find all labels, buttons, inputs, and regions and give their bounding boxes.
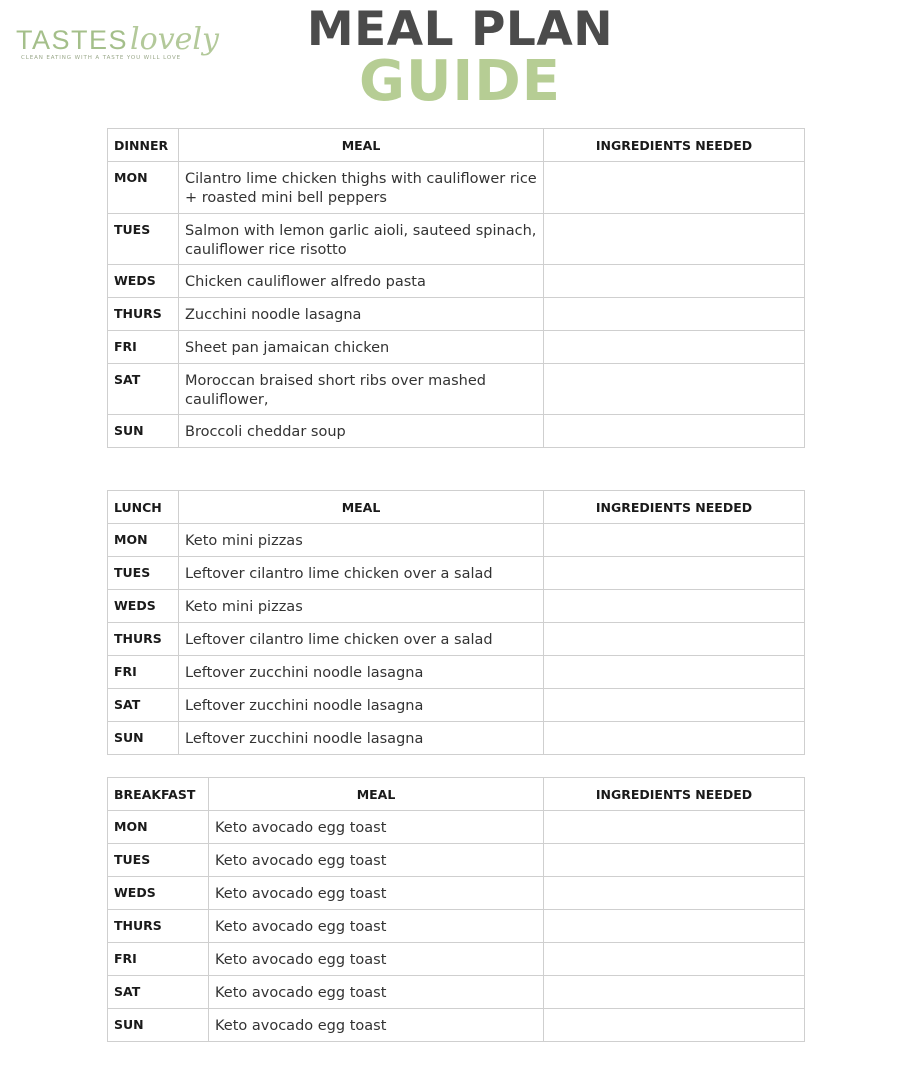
day-cell: WEDS — [108, 265, 179, 298]
column-header-meal-type: BREAKFAST — [108, 778, 209, 811]
table-row — [108, 162, 805, 214]
meal-cell: Keto avocado egg toast — [209, 844, 544, 877]
dinner-table — [107, 128, 805, 448]
lunch-table — [107, 490, 805, 755]
ingredients-cell[interactable] — [544, 943, 805, 976]
page-title-line1: MEAL PLAN — [306, 2, 614, 57]
meal-cell: Leftover cilantro lime chicken over a salad — [179, 623, 544, 656]
meal-cell: Keto mini pizzas — [179, 524, 544, 557]
ingredients-cell[interactable] — [544, 844, 805, 877]
day-cell: SUN — [108, 722, 179, 755]
table-header-row — [108, 129, 805, 162]
meal-cell: Keto avocado egg toast — [209, 976, 544, 1009]
meal-cell: Keto avocado egg toast — [209, 910, 544, 943]
day-cell: TUES — [108, 557, 179, 590]
meal-cell: Keto avocado egg toast — [209, 877, 544, 910]
meal-cell: Leftover zucchini noodle lasagna — [179, 722, 544, 755]
day-cell: FRI — [108, 331, 179, 364]
meal-cell: Leftover cilantro lime chicken over a salad — [179, 557, 544, 590]
day-cell: SUN — [108, 1009, 209, 1042]
column-header-ingredients: INGREDIENTS NEEDED — [544, 129, 805, 162]
meal-cell: Leftover zucchini noodle lasagna — [179, 689, 544, 722]
ingredients-cell[interactable] — [544, 298, 805, 331]
meal-cell: Sheet pan jamaican chicken — [179, 331, 544, 364]
meal-cell: Chicken cauliflower alfredo pasta — [179, 265, 544, 298]
ingredients-cell[interactable] — [544, 524, 805, 557]
table-row — [108, 265, 805, 298]
column-header-meal: MEAL — [179, 129, 544, 162]
table-row — [108, 557, 805, 590]
day-cell: THURS — [108, 298, 179, 331]
ingredients-cell[interactable] — [544, 722, 805, 755]
day-cell: FRI — [108, 943, 209, 976]
day-cell: TUES — [108, 844, 209, 877]
page-title-line2: GUIDE — [358, 49, 561, 114]
ingredients-cell[interactable] — [544, 162, 805, 214]
table-header-row — [108, 778, 805, 811]
ingredients-cell[interactable] — [544, 214, 805, 265]
ingredients-cell[interactable] — [544, 1009, 805, 1042]
meal-cell: Zucchini noodle lasagna — [179, 298, 544, 331]
table-row — [108, 364, 805, 415]
table-row — [108, 415, 805, 448]
ingredients-cell[interactable] — [544, 656, 805, 689]
ingredients-cell[interactable] — [544, 364, 805, 415]
table-row — [108, 877, 805, 910]
day-cell: MON — [108, 524, 179, 557]
ingredients-cell[interactable] — [544, 811, 805, 844]
table-row — [108, 1009, 805, 1042]
logo-word-tastes: TASTES — [16, 25, 129, 55]
table-row — [108, 524, 805, 557]
column-header-ingredients: INGREDIENTS NEEDED — [544, 778, 805, 811]
day-cell: WEDS — [108, 590, 179, 623]
meal-cell: Leftover zucchini noodle lasagna — [179, 656, 544, 689]
day-cell: SAT — [108, 689, 179, 722]
column-header-meal: MEAL — [209, 778, 544, 811]
breakfast-table — [107, 777, 805, 1042]
meal-cell: Keto avocado egg toast — [209, 943, 544, 976]
meal-cell: Salmon with lemon garlic aioli, sauteed spinach, cauliflower rice risotto — [179, 214, 544, 265]
logo-tagline: CLEAN EATING WITH A TASTE YOU WILL LOVE — [21, 55, 182, 61]
ingredients-cell[interactable] — [544, 590, 805, 623]
meal-cell: Moroccan braised short ribs over mashed cauliflower, — [179, 364, 544, 415]
table-row — [108, 298, 805, 331]
table-row — [108, 811, 805, 844]
ingredients-cell[interactable] — [544, 976, 805, 1009]
table-row — [108, 722, 805, 755]
meal-cell: Cilantro lime chicken thighs with cauliflower rice + roasted mini bell peppers — [179, 162, 544, 214]
day-cell: SUN — [108, 415, 179, 448]
ingredients-cell[interactable] — [544, 265, 805, 298]
table-row — [108, 590, 805, 623]
column-header-meal: MEAL — [179, 491, 544, 524]
table-row — [108, 689, 805, 722]
meal-cell: Keto mini pizzas — [179, 590, 544, 623]
day-cell: SAT — [108, 364, 179, 415]
day-cell: MON — [108, 811, 209, 844]
day-cell: THURS — [108, 623, 179, 656]
column-header-meal-type: LUNCH — [108, 491, 179, 524]
table-row — [108, 943, 805, 976]
table-row — [108, 976, 805, 1009]
column-header-meal-type: DINNER — [108, 129, 179, 162]
table-row — [108, 331, 805, 364]
day-cell: WEDS — [108, 877, 209, 910]
day-cell: FRI — [108, 656, 179, 689]
ingredients-cell[interactable] — [544, 910, 805, 943]
ingredients-cell[interactable] — [544, 623, 805, 656]
meal-cell: Keto avocado egg toast — [209, 1009, 544, 1042]
day-cell: TUES — [108, 214, 179, 265]
ingredients-cell[interactable] — [544, 331, 805, 364]
day-cell: SAT — [108, 976, 209, 1009]
table-header-row — [108, 491, 805, 524]
brand-logo — [16, 22, 219, 72]
ingredients-cell[interactable] — [544, 689, 805, 722]
logo-word-lovely: lovely — [130, 22, 219, 57]
day-cell: THURS — [108, 910, 209, 943]
ingredients-cell[interactable] — [544, 415, 805, 448]
table-row — [108, 844, 805, 877]
day-cell: MON — [108, 162, 179, 214]
meal-cell: Broccoli cheddar soup — [179, 415, 544, 448]
table-row — [108, 910, 805, 943]
table-row — [108, 656, 805, 689]
column-header-ingredients: INGREDIENTS NEEDED — [544, 491, 805, 524]
ingredients-cell[interactable] — [544, 877, 805, 910]
ingredients-cell[interactable] — [544, 557, 805, 590]
table-row — [108, 623, 805, 656]
meal-cell: Keto avocado egg toast — [209, 811, 544, 844]
table-row — [108, 214, 805, 265]
